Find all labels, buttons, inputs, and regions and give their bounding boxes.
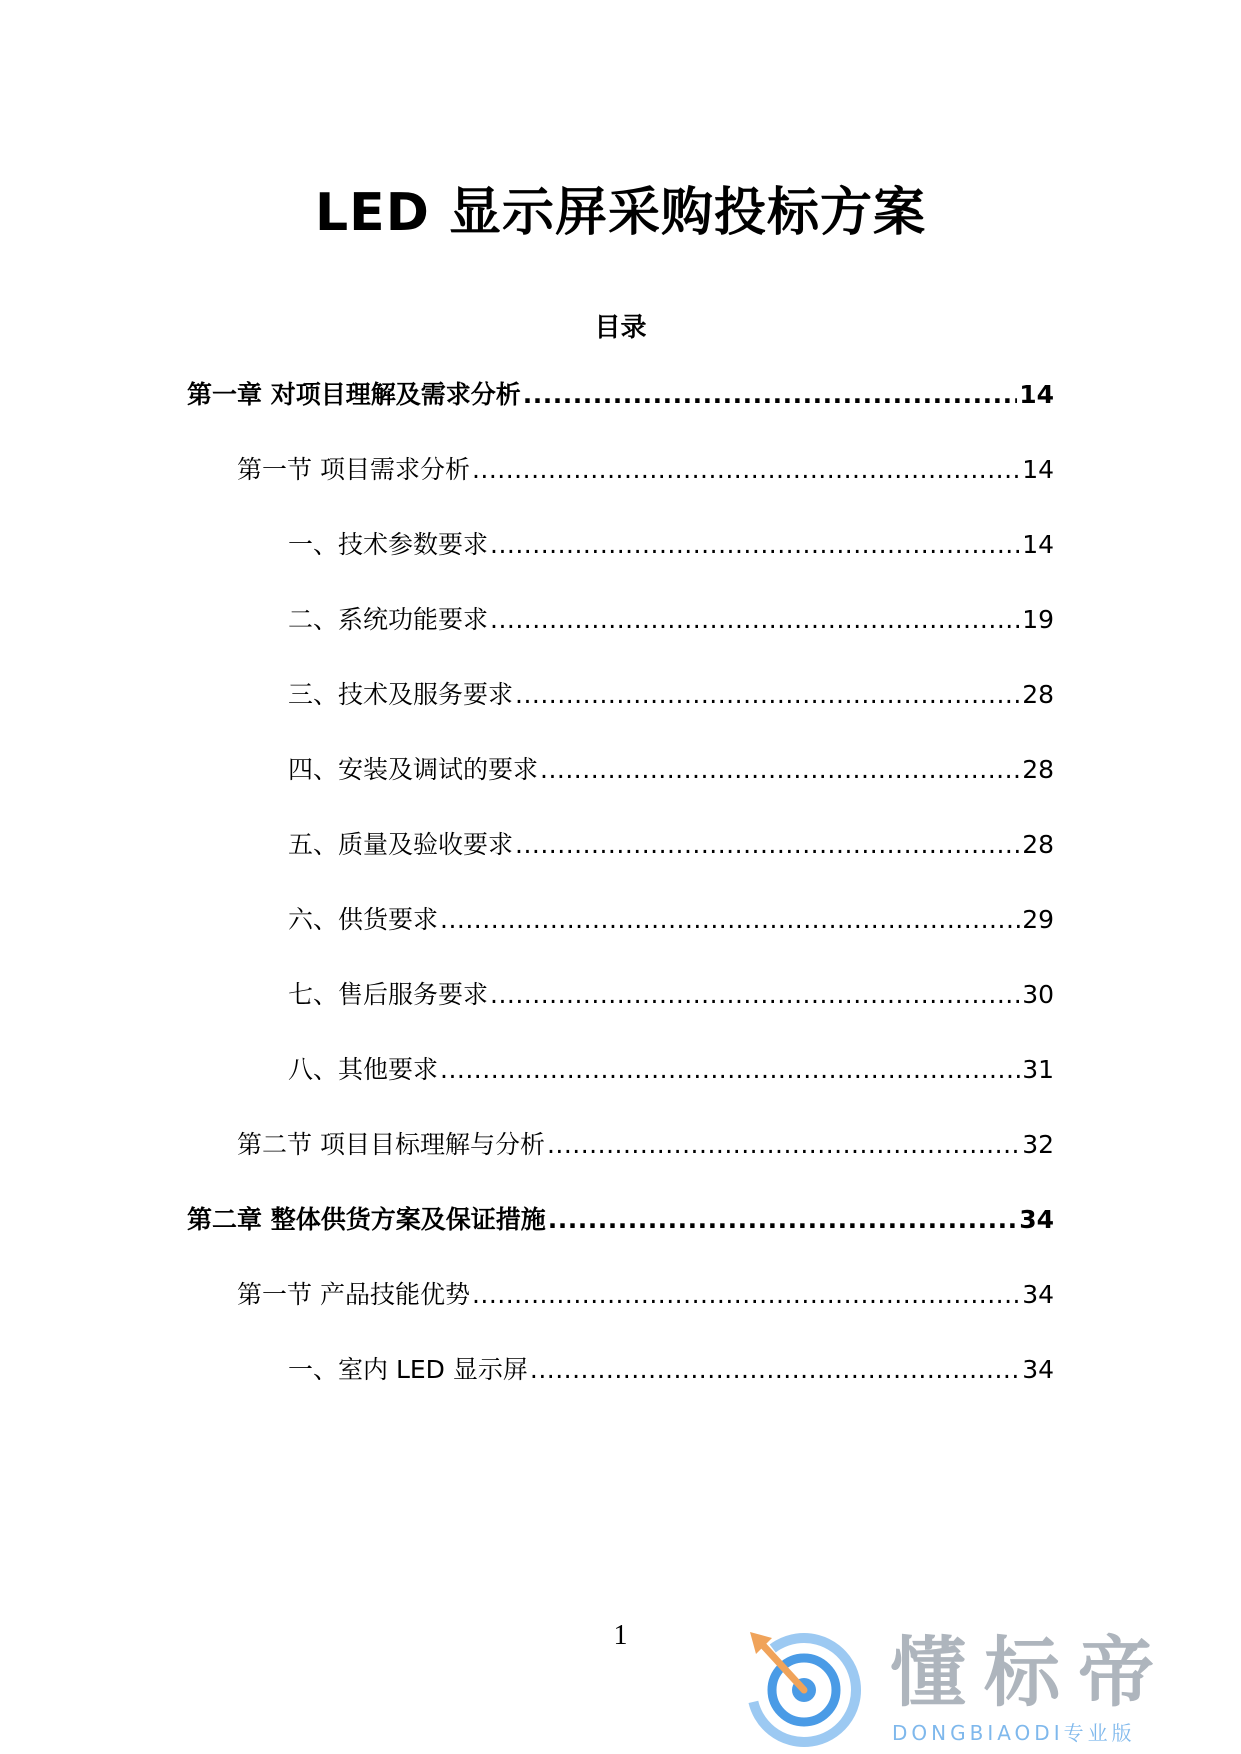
- toc-entry-page: 14: [1022, 455, 1054, 484]
- toc-leader-dots: [490, 975, 1020, 1015]
- toc-leader-dots: [523, 375, 1017, 415]
- toc-leader-dots: [472, 1275, 1020, 1315]
- toc-entry-page: 29: [1022, 905, 1054, 934]
- toc-entry-page: 19: [1022, 605, 1054, 634]
- toc-entry[interactable]: [288, 525, 1054, 565]
- toc-entry-title: 第一节 产品技能优势: [237, 1280, 470, 1309]
- toc-entry-title: 一、室内 LED 显示屏: [288, 1355, 528, 1384]
- toc-leader-dots: [472, 450, 1020, 490]
- toc-entry-title: 二、系统功能要求: [288, 605, 489, 634]
- toc-entry-title: 五、质量及验收要求: [288, 830, 514, 859]
- toc-entry[interactable]: [288, 975, 1054, 1015]
- page-number: 1: [613, 1620, 628, 1651]
- toc-entry-page: 28: [1022, 680, 1054, 709]
- toc-entry[interactable]: [288, 675, 1054, 715]
- toc-entry-title: 八、其他要求: [288, 1055, 439, 1084]
- toc-entry-title: 第一节 项目需求分析: [237, 455, 470, 484]
- toc-entry-title: 第一章 对项目理解及需求分析: [187, 380, 521, 409]
- toc-entry[interactable]: [237, 450, 1054, 490]
- toc-leader-dots: [548, 1200, 1017, 1240]
- watermark-brand-name: 懂标帝: [890, 1628, 1172, 1717]
- toc-heading: 目录: [594, 313, 647, 343]
- toc-leader-dots: [440, 900, 1020, 940]
- toc-leader-dots: [540, 750, 1020, 790]
- toc-entry-page: 34: [1022, 1280, 1054, 1309]
- toc-leader-dots: [490, 525, 1020, 565]
- toc-entry-page: 31: [1022, 1055, 1054, 1084]
- watermark: [742, 1624, 1212, 1748]
- toc-entry-title: 第二节 项目目标理解与分析: [237, 1130, 545, 1159]
- toc-entry-title: 七、售后服务要求: [288, 980, 489, 1009]
- toc-entry-title: 四、安装及调试的要求: [288, 755, 539, 784]
- toc-entry-page: 28: [1022, 755, 1054, 784]
- toc-entry[interactable]: [288, 825, 1054, 865]
- toc-entry-title: 三、技术及服务要求: [288, 680, 514, 709]
- toc-entry-title: 第二章 整体供货方案及保证措施: [187, 1205, 546, 1234]
- toc-entry-title: 一、技术参数要求: [288, 530, 489, 559]
- document-title: LED 显示屏采购投标方案: [315, 183, 926, 243]
- toc-entry[interactable]: [288, 1350, 1054, 1390]
- watermark-brand-subtitle: DONGBIAODI专业版: [892, 1721, 1136, 1745]
- toc-entry[interactable]: [288, 750, 1054, 790]
- toc-entry[interactable]: [237, 1125, 1054, 1165]
- toc-entry[interactable]: [237, 1275, 1054, 1315]
- toc-leader-dots: [530, 1350, 1020, 1390]
- toc-entry-page: 34: [1019, 1205, 1054, 1234]
- toc-leader-dots: [515, 825, 1020, 865]
- toc-entry-page: 14: [1022, 530, 1054, 559]
- toc-leader-dots: [547, 1125, 1020, 1165]
- toc-entry[interactable]: [187, 1200, 1054, 1240]
- toc-leader-dots: [490, 600, 1020, 640]
- toc-entry[interactable]: [187, 375, 1054, 415]
- toc-entry[interactable]: [288, 1050, 1054, 1090]
- toc-entry-page: 34: [1022, 1355, 1054, 1384]
- toc-entry-page: 28: [1022, 830, 1054, 859]
- target-arrow-icon: [742, 1624, 866, 1748]
- toc-entry[interactable]: [288, 900, 1054, 940]
- toc-leader-dots: [515, 675, 1020, 715]
- toc-entry-title: 六、供货要求: [288, 905, 439, 934]
- toc-entry-page: 32: [1022, 1130, 1054, 1159]
- toc-leader-dots: [440, 1050, 1020, 1090]
- toc-entry-page: 30: [1022, 980, 1054, 1009]
- toc-entry-page: 14: [1019, 380, 1054, 409]
- toc-entry[interactable]: [288, 600, 1054, 640]
